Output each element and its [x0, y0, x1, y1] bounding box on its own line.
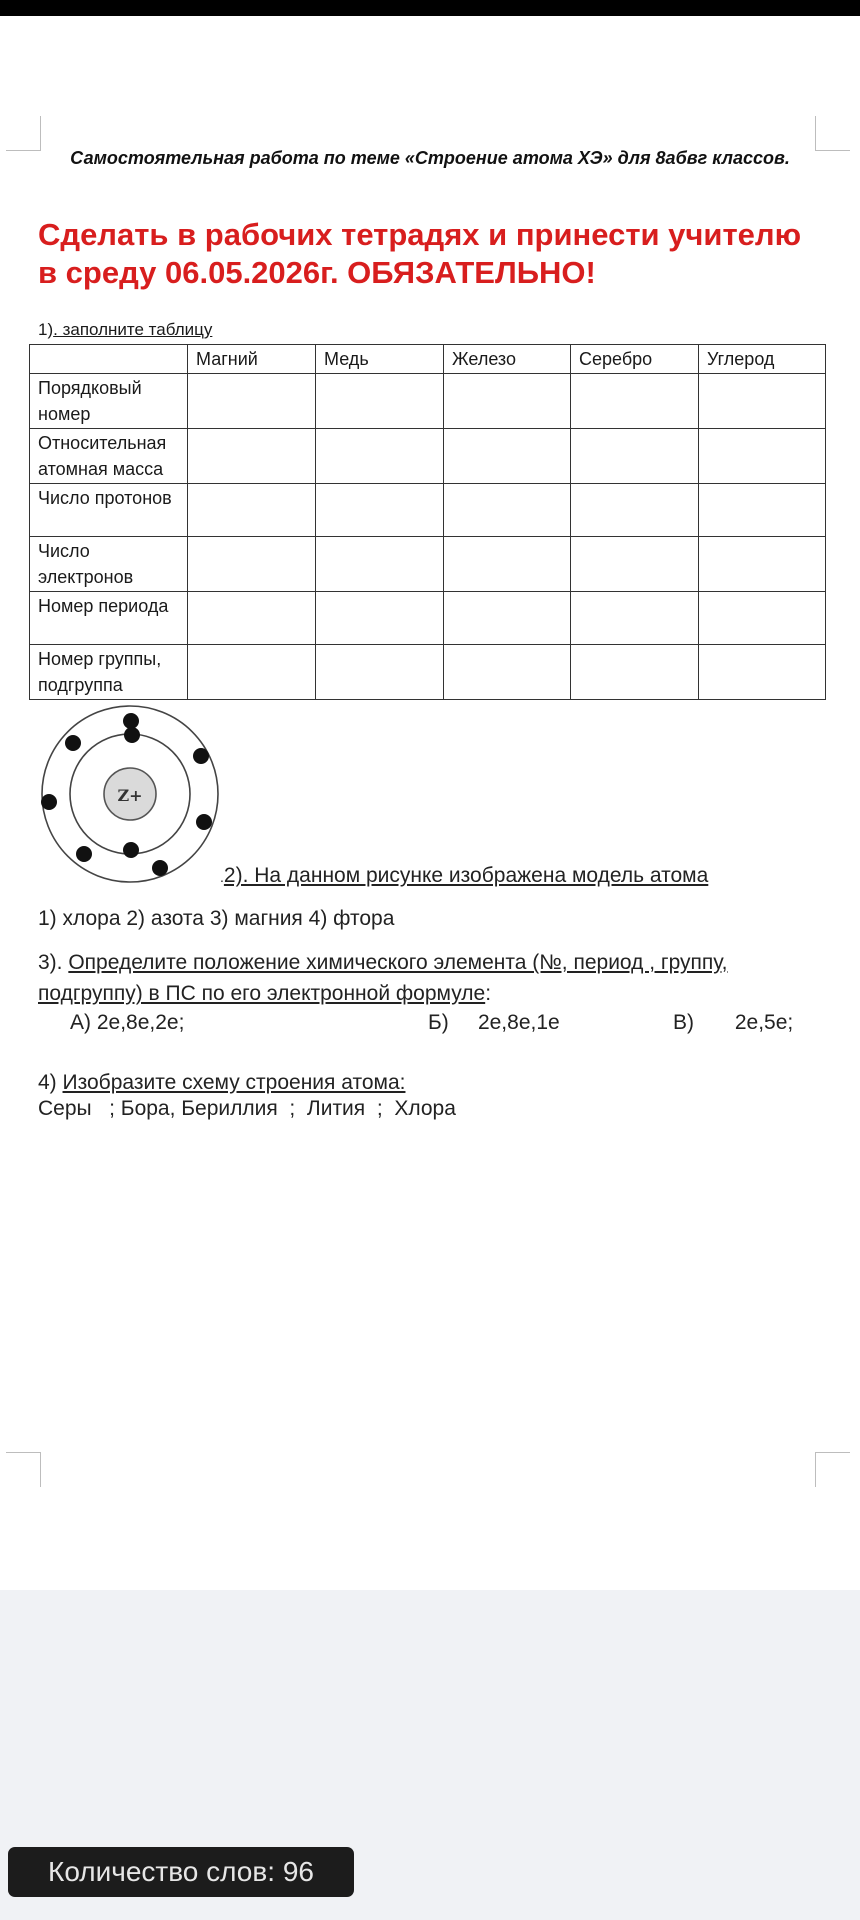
- table-cell[interactable]: [699, 374, 826, 429]
- task-2-heading: [220, 864, 708, 888]
- table-row: [30, 374, 826, 429]
- electron: [196, 814, 212, 830]
- row-label: Номер периода: [30, 592, 188, 645]
- table-cell[interactable]: [316, 537, 444, 592]
- table-cell[interactable]: [444, 645, 571, 700]
- table-cell[interactable]: [699, 537, 826, 592]
- table-row: [30, 645, 826, 700]
- table-header-cell: Серебро: [571, 345, 699, 374]
- table-cell[interactable]: [316, 645, 444, 700]
- table-cell[interactable]: [444, 484, 571, 537]
- table-cell[interactable]: [188, 484, 316, 537]
- formula-option-c: В) 2е,5е;: [673, 1011, 794, 1034]
- table-cell[interactable]: [571, 429, 699, 484]
- table-cell[interactable]: [316, 429, 444, 484]
- table-row: [30, 592, 826, 645]
- table-header-cell: Углерод: [699, 345, 826, 374]
- table-cell[interactable]: [444, 429, 571, 484]
- task-1-text: . заполните таблицу: [53, 320, 213, 339]
- task-2-text: 2). На данном рисунке изображена модель атома: [223, 864, 709, 887]
- electron: [193, 748, 209, 764]
- table-cell[interactable]: [188, 645, 316, 700]
- table-cell[interactable]: [188, 429, 316, 484]
- nucleus-label: Z+: [117, 786, 143, 805]
- table-header-cell: Железо: [444, 345, 571, 374]
- table-cell[interactable]: [571, 645, 699, 700]
- page-corner-mark: [6, 116, 41, 151]
- row-label: Номер группы, подгруппа: [30, 645, 188, 700]
- task-1-heading: [38, 320, 212, 340]
- row-label: Число протонов: [30, 484, 188, 537]
- table-cell[interactable]: [188, 592, 316, 645]
- task-3-number: 3).: [38, 951, 69, 974]
- task-4-number: 4): [38, 1071, 63, 1094]
- electron: [123, 842, 139, 858]
- task-3-suffix: :: [485, 982, 492, 1005]
- table-row: [30, 537, 826, 592]
- task-3-heading: [38, 947, 828, 1009]
- page-corner-mark: [815, 116, 850, 151]
- element-properties-table: [29, 344, 826, 700]
- table-cell[interactable]: [571, 537, 699, 592]
- task-2-prefix: .: [220, 869, 224, 885]
- table-cell[interactable]: [316, 374, 444, 429]
- table-cell[interactable]: [571, 374, 699, 429]
- table-cell[interactable]: [699, 645, 826, 700]
- deadline-notice: Сделать в рабочих тетрадях и принести учителю в среду 06.05.2026г. ОБЯЗАТЕЛЬНО!: [38, 217, 802, 290]
- table-row: [30, 484, 826, 537]
- status-bar: [0, 0, 860, 16]
- page-corner-mark: [6, 1452, 41, 1487]
- table-cell[interactable]: [316, 484, 444, 537]
- atom-model-icon[interactable]: [34, 704, 220, 884]
- table-row: [30, 429, 826, 484]
- electron: [124, 727, 140, 743]
- formula-option-a: А) 2е,8е,2е;: [70, 1011, 185, 1034]
- table-cell[interactable]: [188, 374, 316, 429]
- task-3-text: Определите положение химического элемента (№, период , группу, подгруппу) в ПС по его электронной формуле: [38, 951, 728, 1005]
- electron: [41, 794, 57, 810]
- table-cell[interactable]: [444, 374, 571, 429]
- word-count-badge[interactable]: Количество слов: 96: [8, 1847, 354, 1897]
- table-header-cell: Магний: [188, 345, 316, 374]
- row-label: Число электронов: [30, 537, 188, 592]
- table-cell[interactable]: [444, 537, 571, 592]
- table-header-cell: Медь: [316, 345, 444, 374]
- table-cell[interactable]: [699, 429, 826, 484]
- row-label: Относительная атомная масса: [30, 429, 188, 484]
- electron: [152, 860, 168, 876]
- electron: [123, 713, 139, 729]
- task-1-number: 1): [38, 320, 54, 339]
- table-header-cell: [30, 345, 188, 374]
- formula-option-b: Б) 2е,8е,1е: [428, 1011, 560, 1034]
- document-title: Самостоятельная работа по теме «Строение атома ХЭ» для 8абвг классов.: [70, 148, 790, 168]
- table-cell[interactable]: [188, 537, 316, 592]
- table-cell[interactable]: [699, 484, 826, 537]
- table-cell[interactable]: [316, 592, 444, 645]
- table-header-row: [30, 345, 826, 374]
- table-cell[interactable]: [444, 592, 571, 645]
- task-4-text: Изобразите схему строения атома:: [62, 1071, 406, 1094]
- task-4-elements: Серы ; Бора, Бериллия ; Лития ; Хлора: [38, 1097, 456, 1120]
- electron: [76, 846, 92, 862]
- task-4-heading: [38, 1067, 405, 1098]
- task-2-options: 1) хлора 2) азота 3) магния 4) фтора: [38, 907, 395, 930]
- table-cell[interactable]: [699, 592, 826, 645]
- table-cell[interactable]: [571, 484, 699, 537]
- table-cell[interactable]: [571, 592, 699, 645]
- row-label: Порядковый номер: [30, 374, 188, 429]
- electron: [65, 735, 81, 751]
- page-corner-mark: [815, 1452, 850, 1487]
